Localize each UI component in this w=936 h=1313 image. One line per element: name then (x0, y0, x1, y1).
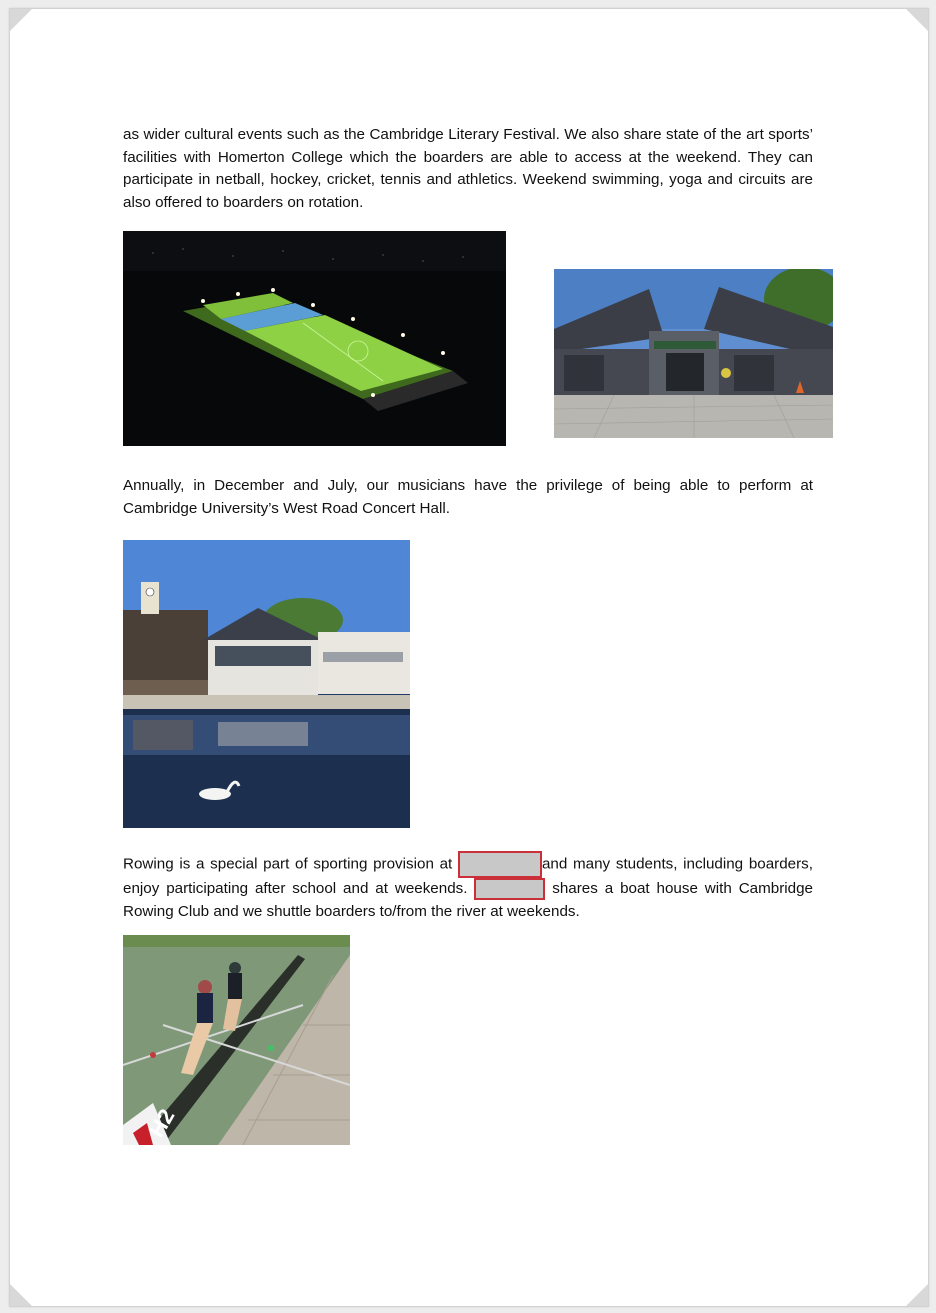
rowing-text-part-2: and many students, including boarders, enjoy participating after school and at weekends. (123, 855, 813, 898)
page-corner-bottom-left (10, 1282, 34, 1306)
redacted-school-name (458, 851, 542, 878)
floodlit-pitch-photo (123, 231, 506, 446)
rowing-text-part-3: shares a boat house with Cambridge Rowing Club and we shuttle boarders to/from the river at weekends. (123, 880, 813, 920)
redacted-school-name (474, 878, 545, 900)
page-corner-top-right (904, 9, 928, 33)
paragraph-concert-hall: Annually, in December and July, our musicians have the privilege of being able to perform at Cambridge University’s West Road Concert Hall. (123, 477, 813, 517)
page-corner-top-left (10, 9, 34, 33)
boathouse-river-photo (123, 540, 410, 828)
rowing-boat-photo (123, 935, 350, 1145)
sports-building-photo (554, 269, 833, 438)
paragraph-facilities: as wider cultural events such as the Cambridge Literary Festival. We also share state of the art sports’ facilities with Homerton College which the boarders are able to access at the weekend. They can participate in netball, hockey, cricket, tennis and athletics. Weekend swimming, yoga and circuits are also offered to boarders on rotation. (123, 126, 813, 211)
boat-number-label: H2 (143, 1104, 180, 1142)
page-corner-bottom-right (904, 1282, 928, 1306)
paragraph-rowing (123, 851, 813, 923)
rowing-text-part-1: Rowing is a special part of sporting provision at (123, 855, 458, 873)
